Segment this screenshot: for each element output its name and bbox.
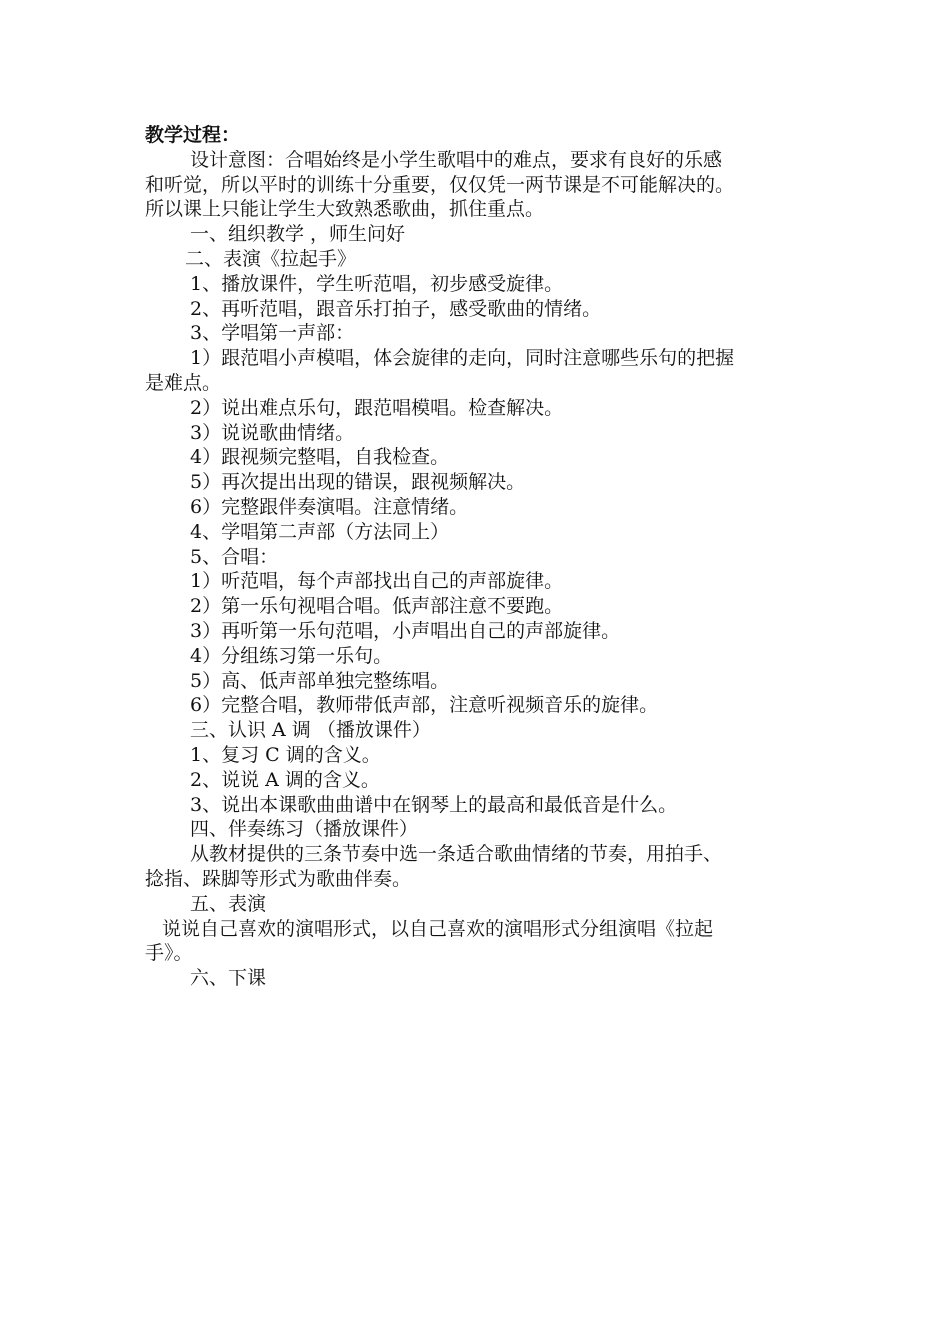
list-item: 2）说出难点乐句，跟范唱模唱。检查解决。 — [190, 396, 564, 419]
list-item: 5）高、低声部单独完整练唱。 — [190, 669, 450, 692]
outline-item: 一、组织教学 ，师生问好 — [190, 223, 406, 246]
paragraph-line: 从教材提供的三条节奏中选一条适合歌曲情绪的节奏，用拍手、 — [190, 843, 723, 866]
list-item: 1、播放课件，学生听范唱，初步感受旋律。 — [190, 272, 564, 295]
list-item: 3、学唱第一声部： — [190, 322, 355, 345]
list-item: 1）听范唱，每个声部找出自己的声部旋律。 — [190, 570, 564, 593]
list-item: 4）分组练习第一乐句。 — [190, 644, 393, 667]
list-item: 1）跟范唱小声模唱，体会旋律的走向，同时注意哪些乐句的把握 — [190, 347, 735, 370]
list-item: 4）跟视频完整唱，自我检查。 — [190, 446, 450, 469]
list-item: 1、复习 C 调的含义。 — [190, 743, 381, 766]
paragraph-line: 手》。 — [145, 942, 193, 965]
list-item: 2）第一乐句视唱合唱。低声部注意不要跑。 — [190, 595, 564, 618]
list-item: 5）再次提出出现的错误，跟视频解决。 — [190, 471, 526, 494]
outline-item: 三、认识 A 调 （播放课件） — [190, 719, 431, 742]
list-item: 3）说说歌曲情绪。 — [190, 421, 355, 444]
list-item: 5、合唱： — [190, 545, 279, 568]
list-item: 4、学唱第二声部（方法同上） — [190, 520, 450, 543]
list-item: 6）完整合唱，教师带低声部，注意听视频音乐的旋律。 — [190, 694, 659, 717]
list-item: 2、说说 A 调的含义。 — [190, 768, 380, 791]
paragraph-line: 说说自己喜欢的演唱形式，以自己喜欢的演唱形式分组演唱《拉起 — [162, 917, 714, 940]
paragraph-line: 捻指、跺脚等形式为歌曲伴奏。 — [145, 867, 412, 890]
outline-item: 五、表演 — [190, 892, 267, 915]
outline-item: 二、表演《拉起手》 — [185, 247, 357, 270]
paragraph-line: 所以课上只能让学生大致熟悉歌曲，抓住重点。 — [145, 198, 545, 221]
section-heading: 教学过程： — [145, 124, 241, 146]
list-item-continuation: 是难点。 — [145, 371, 222, 394]
list-item: 3、说出本课歌曲曲谱中在钢琴上的最高和最低音是什么。 — [190, 793, 678, 816]
outline-item: 六、下课 — [190, 967, 267, 990]
document-body — [145, 123, 815, 991]
list-item: 2、再听范唱，跟音乐打拍子，感受歌曲的情绪。 — [190, 297, 602, 320]
outline-item: 四、伴奏练习（播放课件） — [190, 818, 419, 841]
paragraph-line: 和听觉，所以平时的训练十分重要，仅仅凭一两节课是不可能解决的。 — [145, 173, 735, 196]
list-item: 6）完整跟伴奏演唱。注意情绪。 — [190, 495, 469, 518]
paragraph-line: 设计意图：合唱始终是小学生歌唱中的难点，要求有良好的乐感 — [190, 148, 723, 171]
list-item: 3）再听第一乐句范唱，小声唱出自己的声部旋律。 — [190, 619, 621, 642]
